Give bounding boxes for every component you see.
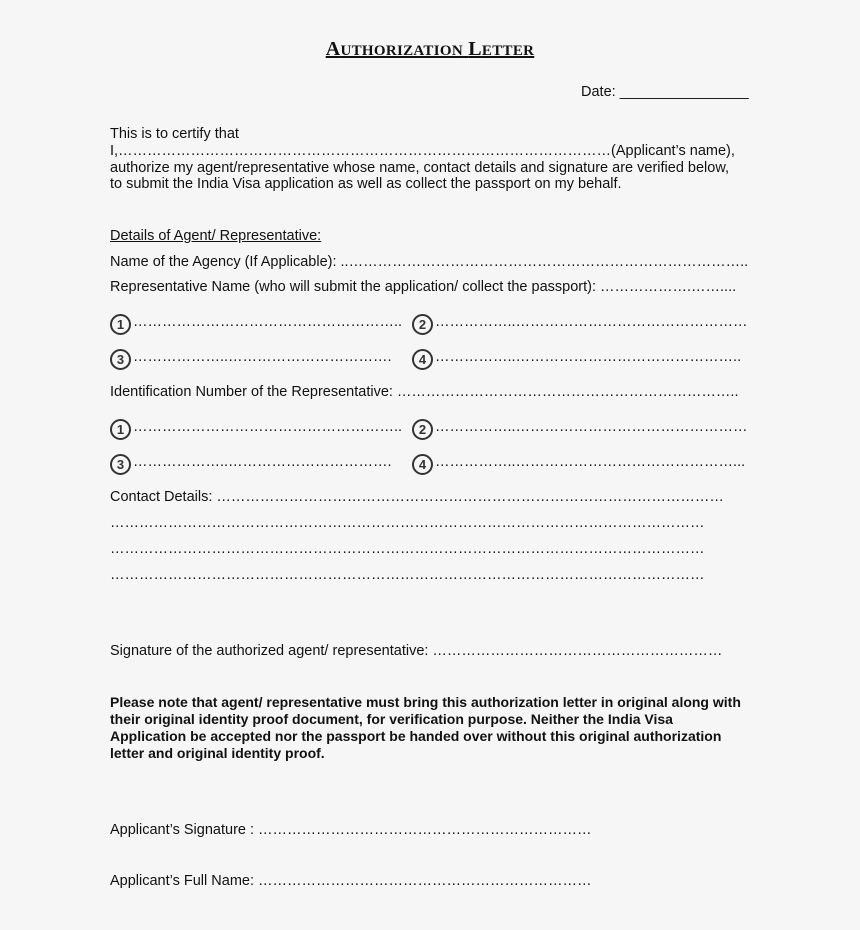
title-cap-a: A <box>325 38 341 60</box>
agent-signature-line: Signature of the authorized agent/ representative: …………………………………………………… <box>110 643 723 659</box>
details-heading: Details of Agent/ Representative: <box>110 228 322 244</box>
applicant-signature-line: Applicant’s Signature : …………………………………………………………… <box>110 822 592 838</box>
certify-line-1: This is to certify that <box>110 126 239 142</box>
title-rest-a: UTHORIZATION <box>340 43 463 59</box>
certify-line-4: to submit the India Visa application as well as collect the passport on my behalf. <box>110 176 622 192</box>
rep-name-entry-1 <box>110 314 402 335</box>
certify-line-3: authorize my agent/representative whose name, contact details and signature are verified below, <box>110 160 730 176</box>
title-cap-b: L <box>468 38 482 60</box>
date-label: Date: <box>581 84 616 100</box>
certify-line-2: I,…………………………………………………………………………………………(Applicant’s name), <box>110 143 735 159</box>
id-dots-4: ……………..………………………………………... <box>435 454 746 470</box>
id-entry-4 <box>412 454 745 475</box>
agency-name-line: Name of the Agency (If Applicable): ..……………………………………………………………………….. <box>110 254 749 270</box>
rep-name-dots-2: ……………..………………………………………… <box>435 314 748 330</box>
rep-name-dots-4: ……………..……………………………………….. <box>435 349 742 365</box>
document-title <box>0 38 860 61</box>
id-entry-1 <box>110 419 402 440</box>
date-blank: ________________ <box>619 84 749 100</box>
number-2-icon: 2 <box>412 314 433 335</box>
id-dots-3: ………………..……………………………. <box>133 454 392 470</box>
title-rest-b: ETTER <box>481 43 535 59</box>
number-1-icon: 1 <box>110 419 131 440</box>
id-entry-3 <box>110 454 392 475</box>
id-dots-1: ……………………………………………….. <box>133 419 403 435</box>
id-dots-2: ……………..………………………………………… <box>435 419 748 435</box>
applicant-full-name-line: Applicant’s Full Name: …………………………………………………………… <box>110 873 592 889</box>
contact-line-4: …………………………………………………………………………………………………………… <box>110 567 705 583</box>
id-entry-2 <box>412 419 748 440</box>
contact-line-2: …………………………………………………………………………………………………………… <box>110 515 705 531</box>
contact-details-line: Contact Details: …………………………………………………………………………………………… <box>110 489 724 505</box>
contact-line-3: …………………………………………………………………………………………………………… <box>110 541 705 557</box>
number-4-icon: 4 <box>412 349 433 370</box>
number-3-icon: 3 <box>110 349 131 370</box>
important-note: Please note that agent/ representative must bring this authorization letter in original along with their original identity proof document, for verification purpose. Neither the India Visa Application be accepted nor the passport be handed over without this original authorization letter and original identity proof. <box>110 694 741 761</box>
rep-name-entry-3 <box>110 349 392 370</box>
number-2-icon: 2 <box>412 419 433 440</box>
representative-name-line: Representative Name (who will submit the application/ collect the passport): ……………….…….... <box>110 279 737 295</box>
number-3-icon: 3 <box>110 454 131 475</box>
rep-name-dots-1: ……………………………………………….. <box>133 314 403 330</box>
identification-number-line: Identification Number of the Representative: …………………………………………………………….. <box>110 384 739 400</box>
number-4-icon: 4 <box>412 454 433 475</box>
number-1-icon: 1 <box>110 314 131 335</box>
date-field <box>581 84 749 100</box>
rep-name-entry-2 <box>412 314 748 335</box>
rep-name-dots-3: ………………..……………………………. <box>133 349 392 365</box>
rep-name-entry-4 <box>412 349 741 370</box>
